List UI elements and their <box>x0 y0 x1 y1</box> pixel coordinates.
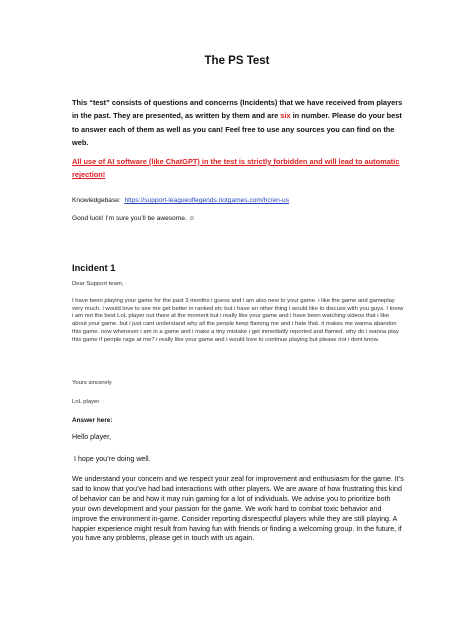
intro-paragraph <box>72 96 404 150</box>
page-title: The PS Test <box>204 55 270 67</box>
knowledgebase-label: Knowledgebase: <box>72 197 121 204</box>
intro-text-start: This “test” consists of questions and concerns (Incidents) that we have received from players in the past. They are presented, as written by them and are <box>72 98 403 121</box>
intro-count-highlight: six <box>280 111 291 121</box>
incident-greeting: Dear Support team, <box>72 281 124 287</box>
knowledgebase-link[interactable]: https://support-leagueoflegends.riotgames.com/hc/en-us <box>124 197 290 204</box>
incident-heading: Incident 1 <box>72 263 116 273</box>
good-luck-text: Good luck! I’m sure you’ll be awesome. ☺ <box>72 215 196 222</box>
answer-salutation[interactable]: Hello player, <box>72 433 112 441</box>
incident-signature: LoL player <box>72 399 100 405</box>
answer-label: Answer here: <box>72 417 113 424</box>
answer-hope-line[interactable]: I hope you’re doing well. <box>74 455 151 463</box>
answer-body[interactable]: We understand your concern and we respect your zeal for improvement and enthusiasm for the game. It’s sad to know that you’ve had bad interactions with other players. We are aware of how frustrating this kind of behavior can be and how it may ruin gaming for a lot of individuals. We advise you to prioritize both your own development and your passion for the game. We work hard to combat toxic behavior and improve the environment in-game. Consider reporting disrespectful players while they are still playing. A happier experience might result from having fun with friends or finding a welcoming group. In the future, if you have any problems, please get in touch with us again. <box>72 475 404 543</box>
incident-body: I have been playing your game for the past 3 months i guess and i am also new to your game. i like the game and gameplay very much. i would love to see me get better in ranked etc but i have an other thing i would like to discuss with you guys. I know i am not the best LoL player out there at the moment but i really like your game and i have been watching videos that i like about your game. but i just cant understand why all the people keep flaming me and i hate that. it makes me wanna abandon this game. now whenever i am in a game and i make a tiny mistake i get inmediatly reported and flamed. why do i wanna play this game if people rage at me? i really like your game and i would love to continue playing but please riot i dont know. <box>72 298 404 343</box>
intro-text-end: in number. Please do your best to answer each of them as well as you can! Feel free to use any sources you can find on the web. <box>72 111 402 148</box>
knowledgebase-line <box>72 196 404 205</box>
ai-warning: All use of AI software (like ChatGPT) in the test is strictly forbidden and will lead to automatic rejection! <box>72 157 400 180</box>
incident-closing: Yours sincerely <box>72 380 112 386</box>
